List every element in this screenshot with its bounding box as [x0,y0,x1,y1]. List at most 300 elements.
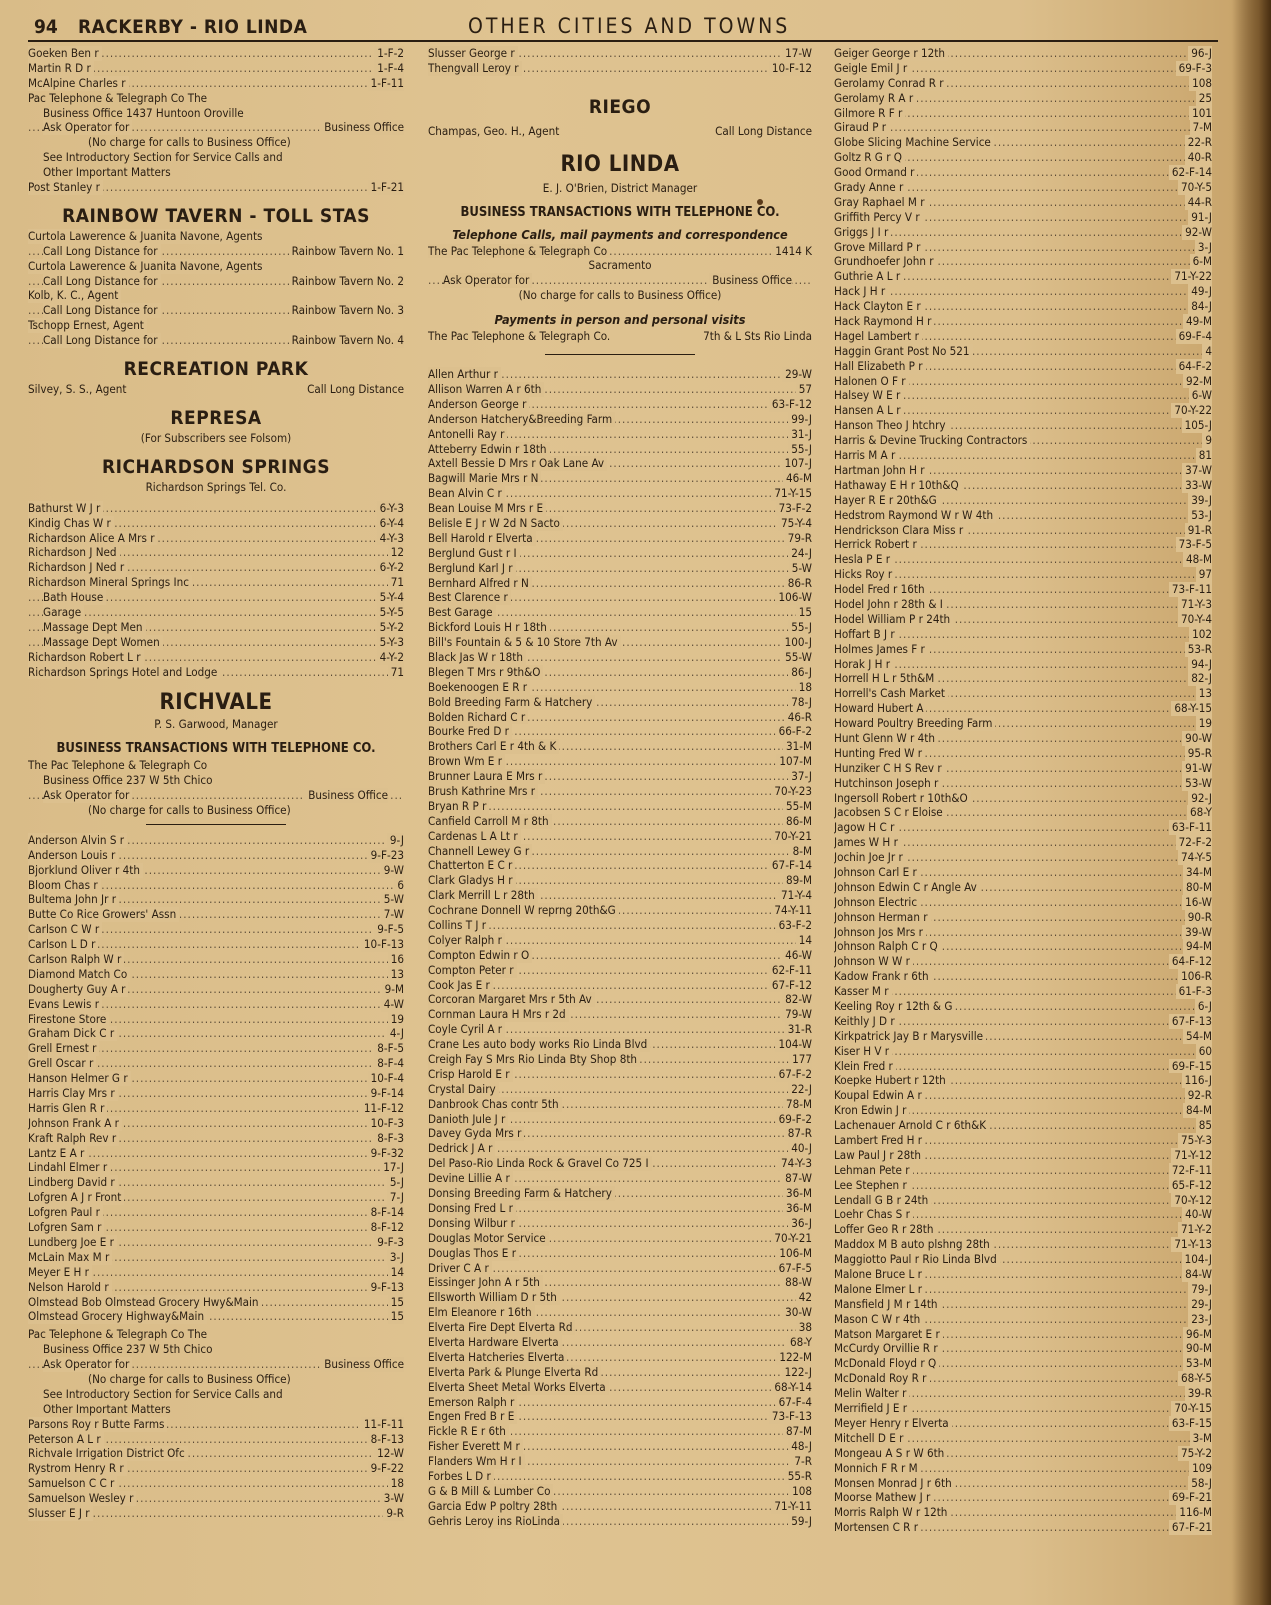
listing-name: Meyer E H r [28,1265,92,1280]
listing-row [428,1439,812,1454]
listing-row [834,954,1212,969]
listing-name: Emerson Ralph r [428,1395,517,1410]
listing-row [428,814,812,829]
listing-name: Allison Warren A r 6th [428,382,544,397]
page-edge-shadow [1231,0,1271,1605]
listing-name: Call Long Distance for [43,333,161,348]
listing-row [834,388,1212,403]
listing-row [28,1131,404,1146]
listing-row [428,620,812,635]
listing-name: Goltz R G r Q [834,150,905,165]
listing-name: Corcoran Margaret Mrs r 5th Av [428,992,595,1007]
listing-row [834,344,1212,359]
listing-address: Business Office 1437 Huntoon Oroville [43,105,244,120]
listing-name: Douglas Motor Service [428,1231,549,1246]
listing-name: Goeken Ben r [28,46,102,61]
listing-name: Lehman Pete r [834,1163,913,1178]
listing-row [428,1350,812,1365]
listing-number: 6-M [1190,254,1212,269]
listing-name: Hedstrom Raymond W r W 4th [834,508,996,523]
listing-number: Rainbow Tavern No. 2 [289,274,404,289]
listing-name: Hendrickson Clara Miss r [834,523,966,538]
listing-row [834,523,1212,538]
listing-row [834,1401,1212,1416]
listing-number: 31-M [783,739,812,754]
listing-name: Peterson A L r [28,1432,104,1447]
listing-row [428,546,812,561]
listing-name: Kraft Ralph Rev r [28,1131,119,1146]
listing-name: Antonelli Ray r [428,427,507,442]
listing-name: Kasser M r [834,984,892,999]
listing-number: 84-W [1182,1267,1212,1282]
listing-number: 73-F-13 [769,1409,812,1424]
listing-row [834,1505,1212,1520]
listing-number: 71-Y-4 [778,888,812,903]
listing-name: Collins T J r [428,918,489,933]
listing-number: 68-Y [1187,805,1212,820]
listing-number: 11-F-12 [361,1101,404,1116]
listing-number: 71 [388,575,404,590]
listing-row [28,560,404,575]
listing-number: 94-M [1183,939,1212,954]
listing-name: Richvale Irrigation District Ofc [28,1446,188,1461]
listing-row [428,784,812,799]
listing-name: Lofgren Sam r [28,1220,104,1235]
listing-name: Grove Millard P r [834,240,923,255]
listing-row [428,1335,812,1350]
listing-row [834,895,1212,910]
listing-row [428,471,812,486]
listing-number: 63-F-11 [1169,820,1212,835]
listing-row [834,433,1212,448]
listing-name: Mortensen C R r [834,1520,921,1535]
listing-number: 91-W [1182,761,1212,776]
listing-number: 106-R [1178,969,1212,984]
listing-row [28,244,404,259]
listing-row [834,314,1212,329]
listing-number: 69-F-3 [1176,61,1212,76]
listing-row [834,1327,1212,1342]
listing-number: 55-W [782,650,812,665]
listing-name: Slusser George r [428,46,518,61]
listing-row [28,1146,404,1161]
listing-name: Malone Bruce L r [834,1267,925,1282]
listing-row [428,367,812,382]
separator-rule [146,824,286,825]
listing-name: Lindahl Elmer r [28,1160,110,1175]
listing-number: 67-F-14 [769,858,812,873]
listing-number: 6-Y-4 [377,516,404,531]
listing-number: 46-W [782,948,812,963]
listing-number: 40-W [1182,1207,1212,1222]
listing-number: 9-F-32 [368,1146,404,1161]
listing-number: 3-J [387,1250,404,1265]
listing-row [428,1409,812,1424]
listing-name: Crane Les auto body works Rio Linda Blvd [428,1037,650,1052]
listing-row [28,1250,404,1265]
listing-row [834,1371,1212,1386]
listing-name: Belisle E J r W 2d N Sacto [428,516,563,531]
running-head: RACKERBY - RIO LINDA [78,16,308,38]
listing-name: Bean Louise M Mrs r E [428,501,546,516]
listing-name: Crisp Harold E r [428,1067,513,1082]
listing-row [428,724,812,739]
entry-list [834,46,1212,1535]
listing-number: 78-M [783,1097,812,1112]
listing-number: 5-W [381,892,404,907]
listing-name: Melin Walter r [834,1386,909,1401]
listing-row [28,590,404,605]
listing-name: Klein Fred r [834,1059,896,1074]
listing-number: 70-Y-4 [1178,612,1212,627]
listing-row [28,288,404,303]
listing-number: 8-M [790,844,812,859]
listing-number: 38 [796,1320,812,1335]
listing-number: 7-W [381,907,404,922]
calls-subheading: Telephone Calls, mail payments and correspondence [452,226,788,242]
listing-number: 4-Y-3 [377,531,404,546]
listing-number: 71-Y-11 [771,1499,812,1514]
listing-row [28,833,404,848]
listing-number: 9-F-22 [368,1461,404,1476]
listing-row [834,776,1212,791]
listing-name: Elverta Hatcheries Elverta [428,1350,567,1365]
listing-name: Richardson J Ned r [28,560,127,575]
listing-row [428,1082,812,1097]
listing-name: Mason C W r 4th [834,1312,923,1327]
listing-name: Kadow Frank r 6th [834,969,932,984]
listing-number: 53-J [1188,508,1212,523]
listing-number: 69-F-4 [1176,329,1212,344]
listing-row [28,848,404,863]
listing-row [834,925,1212,940]
listing-name: Carlson L D r [28,937,98,952]
listing-row [834,359,1212,374]
listing-name: Holmes James F r [834,642,928,657]
listing-number: 67-F-5 [776,1261,812,1276]
listing-name: Creigh Fay S Mrs Rio Linda Bty Shop 8th [428,1052,640,1067]
listing-number: 13 [1196,686,1212,701]
listing-number: 99-J [788,412,812,427]
listing-number: 53-W [1182,776,1212,791]
listing-name: Harris M A r [834,448,898,463]
listing-row [428,1484,812,1499]
listing-row [834,120,1212,135]
listing-number: 14 [796,933,812,948]
listing-name: Brunner Laura E Mrs r [428,769,545,784]
listing-name: Johnson Electric [834,895,920,910]
listing-number: 60 [1196,1044,1212,1059]
listing-name: Bean Alvin C r [428,486,505,501]
listing-number: 69-F-15 [1169,1059,1212,1074]
listing-number: Rainbow Tavern No. 4 [289,333,404,348]
listing-name: Hack Clayton E r [834,299,924,314]
listing-name: Driver C A r [428,1261,492,1276]
listing-number: 78-J [788,695,812,710]
listing-number: 8-F-12 [368,1220,404,1235]
listing-row [28,922,404,937]
listing-row [834,1073,1212,1088]
listing-row [428,978,812,993]
listing-row [28,907,404,922]
listing-name: Moorse Mathew J r [834,1490,933,1505]
listing-name: Axtell Bessie D Mrs r Oak Lane Av [428,456,607,471]
listing-row [428,1395,812,1410]
listing-name: Pac Telephone & Telegraph Co The [28,90,208,105]
listing-number: 63-F-12 [769,397,812,412]
listing-name: Rystrom Henry R r [28,1461,127,1476]
listing-row [428,427,812,442]
listing-name: Keeling Roy r 12th & G [834,999,955,1014]
listing-name: Carlson C W r [28,922,102,937]
listing-number: 116-M [1176,1505,1212,1520]
listing-row [28,1160,404,1175]
listing-number: 40-R [1185,150,1212,165]
listing-name: Guthrie A L r [834,269,903,284]
listing-row [834,1461,1212,1476]
listing-number: 34-M [1183,865,1212,880]
listing-name: Garcia Edw P poltry 28th [428,1499,560,1514]
listing-name: Fickle R E r 6th [428,1424,509,1439]
listing-name: Samuelson C C r [28,1476,117,1491]
listing-number: 55-M [783,799,812,814]
listing-row [428,605,812,620]
listing-row [28,1086,404,1101]
listing-name: Ingersoll Robert r 10th&O [834,791,971,806]
listing-name: Hansen A L r [834,403,903,418]
listing-row [428,486,812,501]
listing-number: 17-J [380,1160,404,1175]
listing-row [428,397,812,412]
listing-row [28,605,404,620]
listing-number: 8-F-5 [374,1041,404,1056]
listing-number: 71-Y-15 [771,486,812,501]
listing-name: Tschopp Ernest, Agent [28,318,147,333]
ask-operator-line: ..... Ask Operator for Business Office [28,1357,404,1372]
listing-number: 81 [1196,448,1212,463]
column-1 [28,46,404,1521]
listing-number: 69-F-21 [1169,1490,1212,1505]
town-heading: RICHARDSON SPRINGS [101,455,331,478]
listing-row [834,448,1212,463]
listing-row [834,1416,1212,1431]
listing-name: The Pac Telephone & Telegraph Co [28,758,208,773]
listing-number: 1-F-4 [374,61,404,76]
listing-row [28,303,404,318]
listing-number: 22-J [788,1082,812,1097]
listing-name: Grady Anne r [834,180,906,195]
listing-number: 66-F-2 [776,724,812,739]
listing-row [428,769,812,784]
listing-number: 12-W [374,1446,404,1461]
listing-name: Hathaway E H r 10th&Q [834,478,962,493]
listing-number: 9-F-13 [368,1280,404,1295]
listing-row [428,382,812,397]
listing-number: 8-F-14 [368,1205,404,1220]
listing-number: 3-W [381,1491,404,1506]
listing-number: 4 [1202,344,1212,359]
listing-number: 25 [1196,91,1212,106]
listing-row [834,627,1212,642]
listing-name: Carlson Ralph W r [28,952,124,967]
listing-number: 87-W [782,1171,812,1186]
listing-name: Bourke Fred D r [428,724,512,739]
see-note: See Introductory Section for Service Calls and [43,1386,283,1401]
listing-row [428,1231,812,1246]
listing-row [428,1126,812,1141]
listing-number: 91-J [1188,210,1212,225]
listing-name: Harris Clay Mrs r [28,1086,118,1101]
listing-number: 92-J [1188,791,1212,806]
listing-row [28,1432,404,1447]
entry-list [28,180,404,195]
listing-name: Forbes L D r [428,1469,494,1484]
listing-row [834,865,1212,880]
listing-name: Cornman Laura H Mrs r 2d [428,1007,569,1022]
listing-number: 71-Y-12 [1171,1148,1212,1163]
listing-name: Nelson Harold r [28,1280,112,1295]
listing-name: Richardson J Ned [28,545,120,560]
listing-number: 7-J [387,1190,404,1205]
listing-row [28,1056,404,1071]
listing-number: 70-Y-5 [1178,180,1212,195]
listing-row [28,1041,404,1056]
listing-name: Crystal Dairy [428,1082,499,1097]
listing-number: 74-Y-3 [778,1156,812,1171]
listing-row [834,374,1212,389]
listing-name: Hesla P E r [834,552,893,567]
listing-number: 72-F-11 [1169,1163,1212,1178]
listing-name: ..... The Pac Telephone & Telegraph Co 1414 K [428,244,812,259]
listing-row [834,1207,1212,1222]
listing-number: 90-R [1185,910,1212,925]
listing-row [28,1309,404,1324]
listing-number: 67-F-4 [776,1395,812,1410]
listing-row [834,1446,1212,1461]
listing-row [28,1295,404,1310]
listing-name: Lofgren Paul r [28,1205,103,1220]
listing-number: 71-Y-13 [1171,1237,1212,1252]
listing-row [28,997,404,1012]
listing-name: Giraud P r [834,120,889,135]
listing-name: Harris & Devine Trucking Contractors [834,433,1030,448]
listing-row [28,1461,404,1476]
listing-row [428,903,812,918]
listing-number: 63-F-2 [776,918,812,933]
listing-number: 11-F-11 [361,1417,404,1432]
header-rule [28,40,1218,42]
listing-row [428,456,812,471]
listing-number: 59-J [788,1514,812,1529]
listing-number: 55-J [788,442,812,457]
listing-number: 104-J [1182,1252,1212,1267]
listing-name: Best Clarence r [428,590,511,605]
listing-number: 12 [388,545,404,560]
ask-operator-line: ..... Ask Operator for Business Office [428,273,812,288]
listing-name: Elverta Fire Dept Elverta Rd [428,1320,575,1335]
listing-number: 10-F-4 [368,1071,404,1086]
listing-name: Hayer R E r 20th&G [834,493,940,508]
listing-number: 70-Y-21 [771,1231,812,1246]
subscriber-note: (For Subscribers see Folsom) [140,430,292,445]
listing-row [428,61,812,76]
listing-number: 6-W [1189,388,1212,403]
listing-row [428,1275,812,1290]
listing-name: Meyer Henry r Elverta [834,1416,952,1431]
listing-row [428,1097,812,1112]
listing-name: Clark Gladys H r [428,873,516,888]
listing-row [28,318,404,333]
listing-number: 95-R [1185,746,1212,761]
listing-number: 105-J [1182,418,1212,433]
listing-number: 61-F-3 [1176,984,1212,999]
listing-number: 86-J [788,665,812,680]
entry-list [28,833,404,1324]
listing-name: Hagel Lambert r [834,329,922,344]
listing-number: 36-J [788,1216,812,1231]
listing-name: Hoffart B J r [834,627,898,642]
listing-row [834,150,1212,165]
listing-number: 9-F-14 [368,1086,404,1101]
listing-row [428,992,812,1007]
listing-name: Bickford Louis H r 18th [428,620,550,635]
listing-row [834,195,1212,210]
listing-row [834,1163,1212,1178]
listing-number: 4-Y-2 [377,650,404,665]
listing-name: Eissinger John A r 5th [428,1275,543,1290]
listing-row [28,1476,404,1491]
listing-number: 48-M [1183,552,1212,567]
listing-row [834,91,1212,106]
listing-row [428,1201,812,1216]
listing-name: Best Garage [428,605,496,620]
listing-name: Haggin Grant Post No 521 [834,344,973,359]
listing-number: 6 [394,878,404,893]
listing-number: 92-R [1185,1088,1212,1103]
listing-number: 68-Y-15 [1171,701,1212,716]
listing-row [834,716,1212,731]
listing-row [428,1186,812,1201]
listing-number: 17-W [782,46,812,61]
see-note-cont: Other Important Matters [43,165,171,180]
listing-row [28,1071,404,1086]
listing-row [28,76,404,91]
listing-row [834,1252,1212,1267]
listing-number: 40-J [788,1141,812,1156]
listing-number: 85 [1196,1118,1212,1133]
listing-row [28,1506,404,1521]
listing-row [28,650,404,665]
column-2 [428,46,812,1529]
listing-number: 5-J [387,1175,404,1190]
listing-row [834,761,1212,776]
listing-name: Firestone Store [28,1012,109,1027]
listing-name: Post Stanley r [28,180,103,195]
listing-row [834,135,1212,150]
listing-name: Brush Kathrine Mrs r [428,784,538,799]
listing-number: 9-F-5 [374,922,404,937]
listing-number: 8-F-4 [374,1056,404,1071]
listing-number: 68-Y-14 [771,1380,812,1395]
listing-row [834,1103,1212,1118]
listing-row [428,1380,812,1395]
listing-number: 39-R [1185,1386,1212,1401]
listing-number: 3-J [1195,240,1212,255]
listing-name: Allen Arthur r [428,367,501,382]
listing-row [834,969,1212,984]
listing-name: Howard Hubert A [834,701,926,716]
listing-number: 100-J [782,635,812,650]
